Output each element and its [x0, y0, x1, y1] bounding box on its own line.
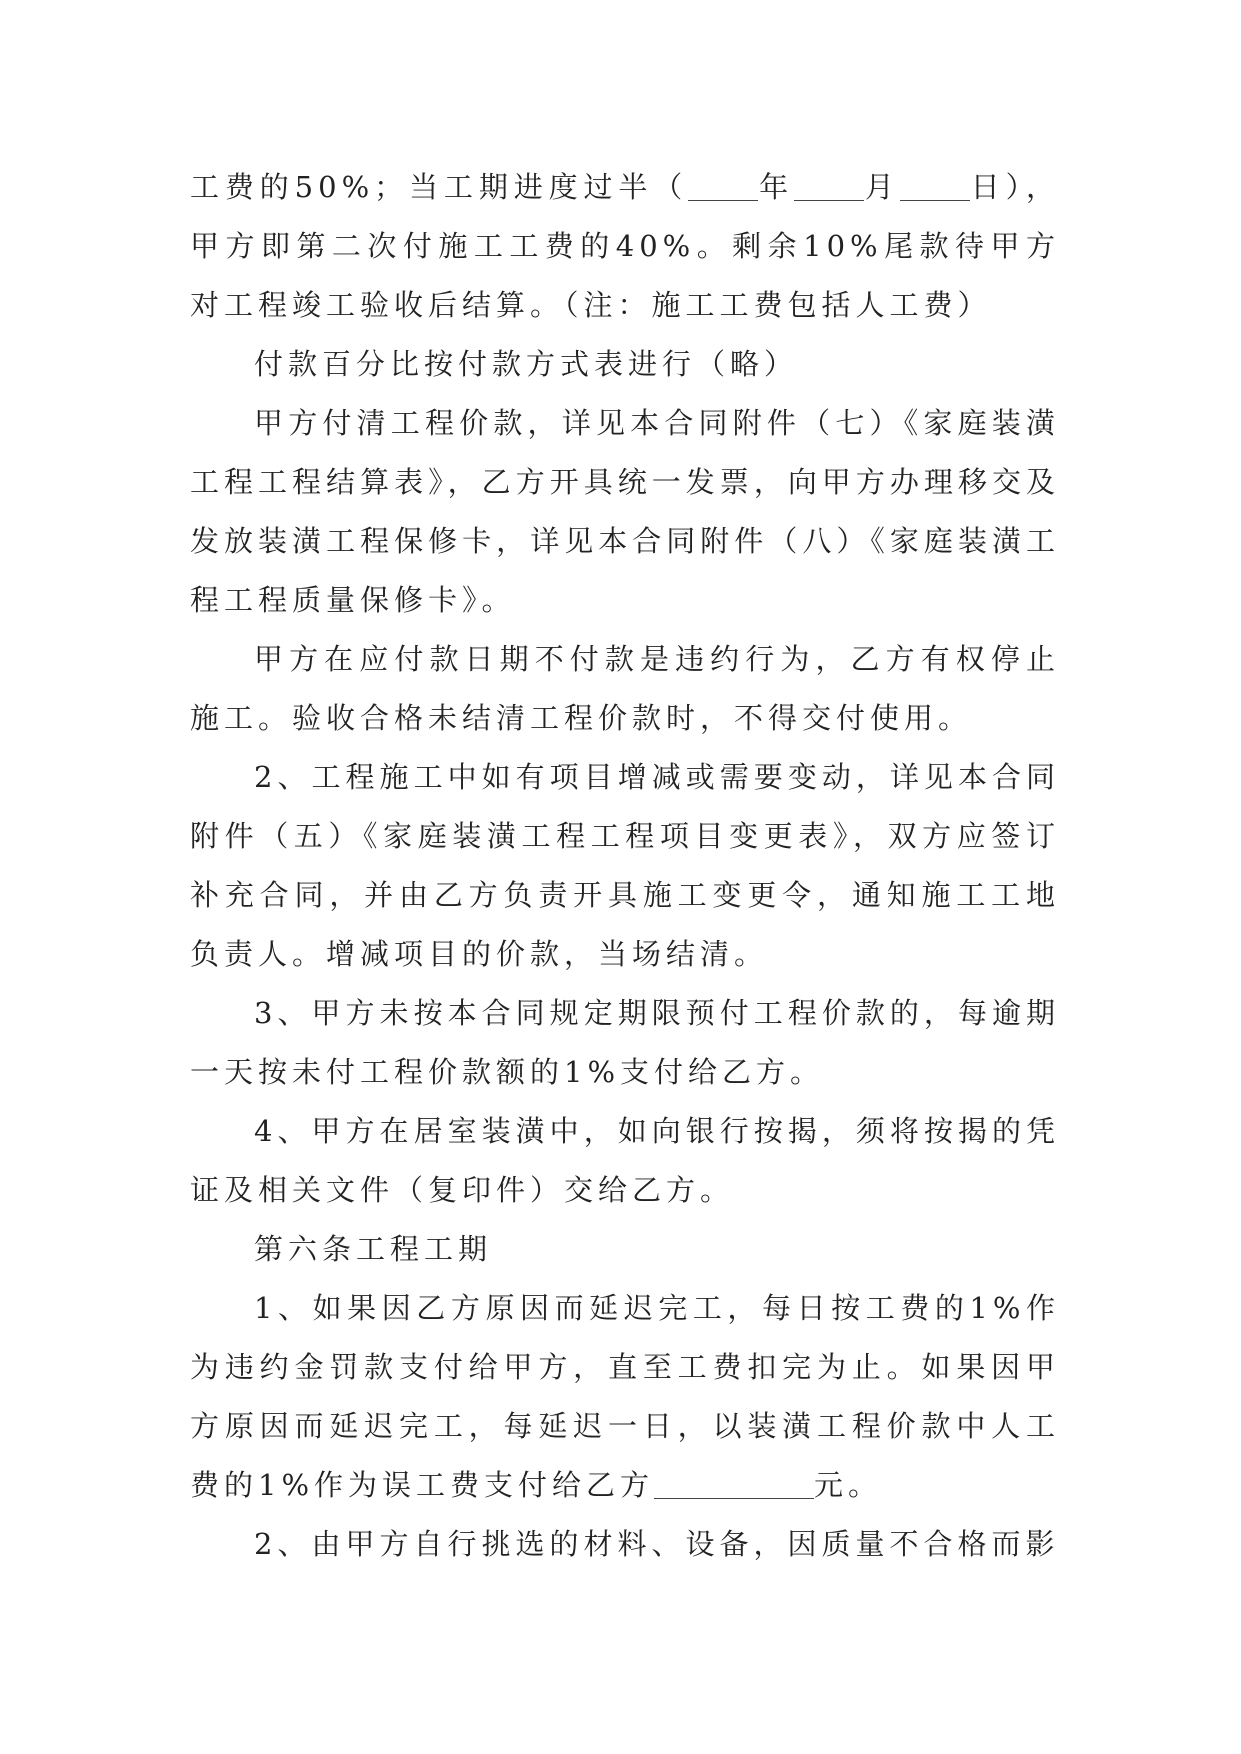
paragraph-settlement: 甲方付清工程价款，详见本合同附件（七）《家庭装潢工程工程结算表》，乙方开具统一发票，向甲方办理移交及发放装潢工程保修卡，详见本合同附件（八）《家庭装潢工程工程质量保修卡》。 [190, 406, 1060, 617]
fill-in-blank-year[interactable] [688, 170, 758, 201]
paragraph-text: 工费的50%；当工期进度过半（ [190, 170, 689, 204]
paragraph-payment-schedule [190, 158, 1060, 335]
document-body [190, 158, 1060, 1574]
paragraph-late-payment: 甲方在应付款日期不付款是违约行为，乙方有权停止施工。验收合格未结清工程价款时，不得交付使用。 [190, 642, 1060, 735]
paragraph-clause-3: 3、甲方未按本合同规定期限预付工程价款的，每逾期一天按未付工程价款额的1%支付给乙方。 [190, 996, 1060, 1089]
paragraph-article-6-clause-2: 2、由甲方自行挑选的材料、设备，因质量不合格而影 [254, 1527, 1060, 1561]
paragraph-clause-2: 2、工程施工中如有项目增减或需要变动，详见本合同附件（五）《家庭装潢工程工程项目变更表》，双方应签订补充合同，并由乙方负责开具施工变更令，通知施工工地负责人。增减项目的价款，当场结清。 [190, 760, 1060, 971]
paragraph-article-6-clause-1 [190, 1279, 1060, 1515]
paragraph-payment-percentage: 付款百分比按付款方式表进行（略） [254, 347, 799, 381]
paragraph-text: 1、如果因乙方原因而延迟完工，每日按工费的1%作为违约金罚款支付给甲方，直至工费扣完为止。如果因甲方原因而延迟完工，每延迟一日，以装潢工程价款中人工费的1%作为误工费支付给乙方 [190, 1291, 1060, 1502]
fill-in-blank-amount[interactable] [654, 1468, 814, 1499]
paragraph-text: 日），甲方即第二次付施工工费的40%。剩余10%尾款待甲方对工程竣工验收后结算。（注：施工工费包括人工费） [190, 170, 1060, 322]
currency-label: 元。 [814, 1468, 883, 1502]
fill-in-blank-month[interactable] [794, 170, 864, 201]
section-heading-article-6: 第六条工程工期 [254, 1232, 493, 1266]
paragraph-clause-4: 4、甲方在居室装潢中，如向银行按揭，须将按揭的凭证及相关文件（复印件）交给乙方。 [190, 1114, 1060, 1207]
fill-in-blank-day[interactable] [900, 170, 970, 201]
month-label: 月 [863, 170, 900, 204]
year-label: 年 [758, 170, 794, 204]
